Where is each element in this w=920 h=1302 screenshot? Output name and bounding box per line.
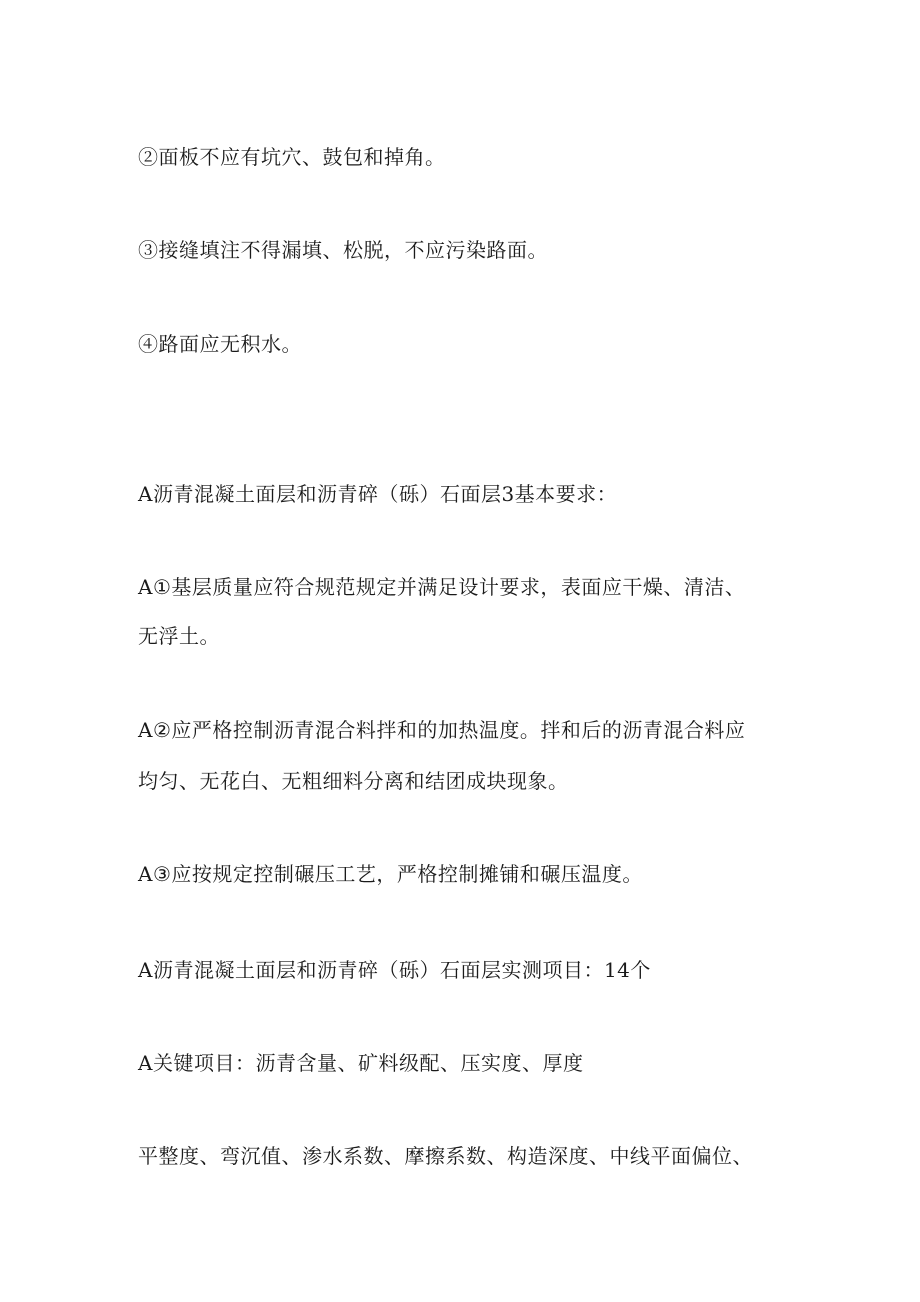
text-line-key-items: A关键项目：沥青含量、矿料级配、压实度、厚度 — [138, 1051, 584, 1075]
text-line-panel-defects: ②面板不应有坑穴、鼓包和掉角。 — [138, 145, 446, 169]
text-line-other-items: 平整度、弯沉值、渗水系数、摩擦系数、构造深度、中线平面偏位、 — [138, 1144, 753, 1168]
text-line-mixing-temperature: A②应严格控制沥青混合料拌和的加热温度。拌和后的沥青混合料应 — [138, 718, 746, 742]
text-line-base-quality: A①基层质量应符合规范规定并满足设计要求，表面应干燥、清洁、 — [138, 575, 746, 599]
text-line-measured-items: A沥青混凝土面层和沥青碎（砾）石面层实测项目：14个 — [138, 958, 651, 982]
text-line-base-quality-cont: 无浮土。 — [138, 624, 220, 648]
text-line-compaction-process: A③应按规定控制碾压工艺，严格控制摊铺和碾压温度。 — [138, 862, 643, 886]
text-line-no-water: ④路面应无积水。 — [138, 332, 302, 356]
text-line-basic-requirements-heading: A沥青混凝土面层和沥青碎（砾）石面层3基本要求： — [138, 482, 618, 506]
text-line-joint-filling: ③接缝填注不得漏填、松脱，不应污染路面。 — [138, 238, 548, 262]
text-line-mixing-temperature-cont: 均匀、无花白、无粗细料分离和结团成块现象。 — [138, 769, 569, 793]
